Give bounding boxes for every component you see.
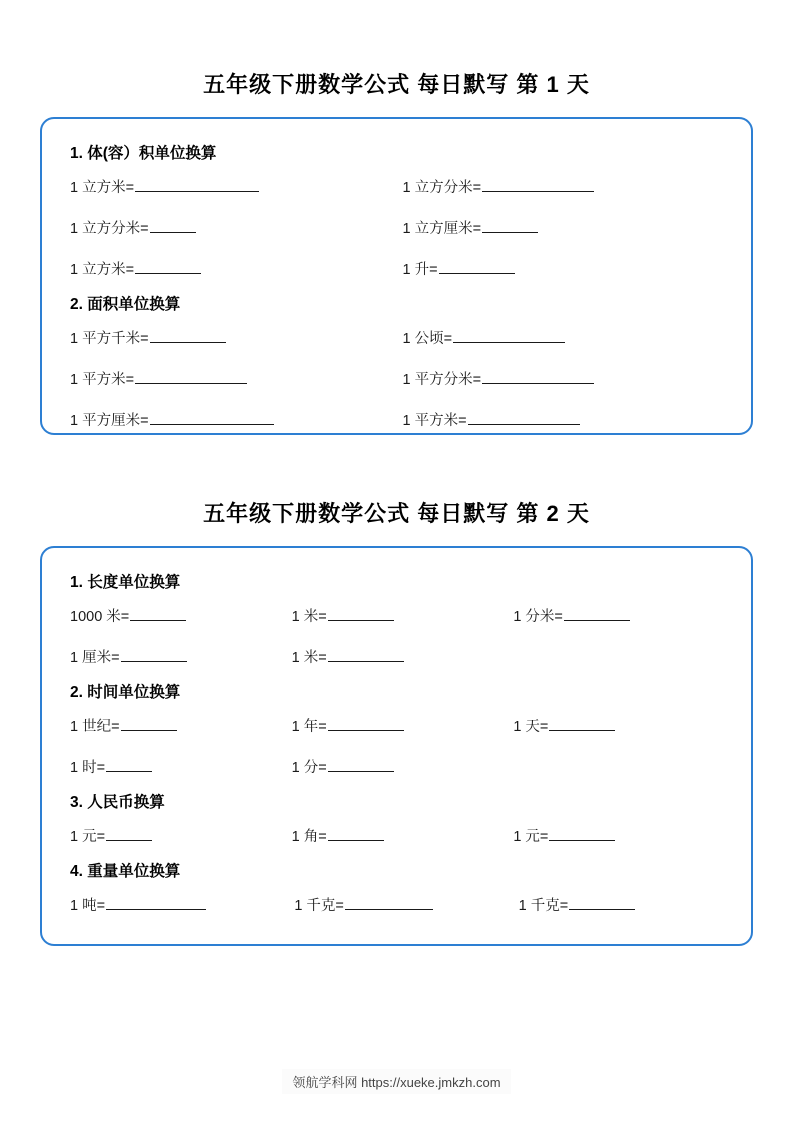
exercise-row — [64, 639, 729, 674]
answer-blank[interactable] — [106, 826, 152, 842]
exercise-cell — [397, 210, 730, 245]
exercise-cell — [64, 169, 397, 204]
answer-blank[interactable] — [482, 218, 538, 234]
exercise-row — [64, 361, 729, 396]
section-length-units — [64, 570, 729, 674]
section-heading: 1. 长度单位换算 — [70, 574, 181, 591]
page-title-day-2: 五年级下册数学公式 每日默写 第 2 天 — [203, 501, 590, 526]
section-heading: 2. 时间单位换算 — [70, 684, 181, 701]
page-title-day-1: 五年级下册数学公式 每日默写 第 1 天 — [203, 72, 590, 97]
section-heading: 3. 人民币换算 — [70, 794, 165, 811]
answer-blank[interactable] — [468, 410, 580, 426]
footer-text: 领航学科网 https://xueke.jmkzh.com — [282, 1069, 510, 1094]
section-heading: 4. 重量单位换算 — [70, 863, 181, 880]
answer-blank[interactable] — [106, 757, 152, 773]
exercise-row — [64, 818, 729, 853]
exercise-cell — [397, 169, 730, 204]
section-heading: 2. 面积单位换算 — [70, 296, 181, 313]
exercise-cell — [286, 749, 508, 784]
exercise-label: 1 分米= — [513, 609, 563, 625]
exercise-cell — [397, 402, 730, 437]
exercise-label: 1 世纪= — [70, 719, 120, 735]
answer-blank[interactable] — [121, 647, 187, 663]
exercise-row — [64, 402, 729, 437]
exercise-row — [64, 320, 729, 355]
exercise-row — [64, 708, 729, 743]
answer-blank[interactable] — [328, 606, 394, 622]
exercise-label: 1 米= — [291, 650, 327, 666]
exercise-row — [64, 251, 729, 286]
answer-blank[interactable] — [106, 895, 206, 911]
exercise-label: 1 厘米= — [70, 650, 120, 666]
exercise-label: 1 天= — [513, 719, 549, 735]
exercise-cell — [397, 361, 730, 396]
exercise-label: 1 平方千米= — [70, 331, 149, 347]
exercise-label: 1 元= — [513, 829, 549, 845]
exercise-label: 1 吨= — [70, 898, 106, 914]
answer-blank[interactable] — [569, 895, 635, 911]
exercise-cell — [64, 749, 286, 784]
exercise-cell — [286, 598, 508, 633]
exercise-label: 1 年= — [291, 719, 327, 735]
answer-blank[interactable] — [328, 647, 404, 663]
exercise-label: 1 时= — [70, 760, 106, 776]
exercise-cell — [64, 320, 397, 355]
exercise-cell — [64, 210, 397, 245]
exercise-label: 1 平方分米= — [402, 372, 482, 388]
exercise-label: 1 角= — [291, 829, 327, 845]
exercise-cell — [286, 708, 508, 743]
exercise-label: 1 千克= — [294, 898, 344, 914]
exercise-cell — [64, 402, 397, 437]
answer-blank[interactable] — [482, 369, 594, 385]
exercise-cell — [64, 708, 286, 743]
exercise-label: 1 立方厘米= — [402, 221, 482, 237]
answer-blank[interactable] — [121, 716, 177, 732]
section-time-units — [64, 680, 729, 784]
exercise-cell — [397, 320, 730, 355]
exercise-cell — [64, 887, 280, 922]
worksheet-day-2 — [40, 435, 753, 946]
exercise-label: 1000 米= — [70, 609, 130, 625]
exercise-label: 1 平方米= — [70, 372, 135, 388]
exercise-cell — [64, 818, 286, 853]
worksheet-day-1 — [40, 0, 753, 435]
exercise-label: 1 平方厘米= — [70, 413, 149, 429]
answer-blank[interactable] — [150, 218, 196, 234]
exercise-row — [64, 887, 729, 922]
footer-watermark — [0, 1069, 793, 1094]
exercise-label: 1 千克= — [518, 898, 569, 914]
exercise-cell — [505, 887, 729, 922]
exercise-cell — [64, 361, 397, 396]
exercise-label: 1 立方分米= — [70, 221, 149, 237]
answer-blank[interactable] — [135, 259, 201, 275]
answer-blank[interactable] — [135, 369, 247, 385]
exercise-cell — [286, 818, 508, 853]
answer-blank[interactable] — [345, 895, 433, 911]
exercise-label: 1 升= — [402, 262, 438, 278]
exercise-cell — [64, 598, 286, 633]
exercise-cell — [507, 818, 729, 853]
answer-blank[interactable] — [150, 328, 226, 344]
answer-blank[interactable] — [328, 757, 394, 773]
exercise-label: 1 公顷= — [402, 331, 453, 347]
answer-blank[interactable] — [482, 177, 594, 193]
exercise-row — [64, 169, 729, 204]
exercise-label: 1 立方分米= — [402, 180, 482, 196]
card-day-2 — [40, 546, 753, 946]
exercise-row — [64, 210, 729, 245]
answer-blank[interactable] — [564, 606, 630, 622]
exercise-row — [64, 598, 729, 633]
section-weight-units — [64, 859, 729, 922]
exercise-label: 1 立方米= — [70, 180, 135, 196]
answer-blank[interactable] — [439, 259, 515, 275]
exercise-label: 1 分= — [291, 760, 327, 776]
exercise-cell — [64, 639, 286, 674]
answer-blank[interactable] — [453, 328, 565, 344]
exercise-row — [64, 749, 729, 784]
exercise-cell — [397, 251, 730, 286]
answer-blank[interactable] — [328, 826, 384, 842]
answer-blank[interactable] — [150, 410, 274, 426]
exercise-cell — [64, 251, 397, 286]
answer-blank[interactable] — [549, 826, 615, 842]
exercise-cell — [280, 887, 504, 922]
exercise-cell — [286, 639, 508, 674]
answer-blank[interactable] — [549, 716, 615, 732]
section-volume-units — [64, 141, 729, 286]
exercise-cell — [507, 708, 729, 743]
answer-blank[interactable] — [328, 716, 404, 732]
answer-blank[interactable] — [135, 177, 259, 193]
exercise-cell — [507, 598, 729, 633]
exercise-label: 1 立方米= — [70, 262, 135, 278]
exercise-label: 1 元= — [70, 829, 106, 845]
answer-blank[interactable] — [130, 606, 186, 622]
card-day-1 — [40, 117, 753, 435]
exercise-label: 1 平方米= — [402, 413, 467, 429]
exercise-cell-empty — [507, 758, 729, 772]
exercise-label: 1 米= — [291, 609, 327, 625]
section-area-units — [64, 292, 729, 437]
section-currency-units — [64, 790, 729, 853]
section-heading: 1. 体(容）积单位换算 — [70, 145, 217, 162]
exercise-cell-empty — [507, 648, 729, 662]
